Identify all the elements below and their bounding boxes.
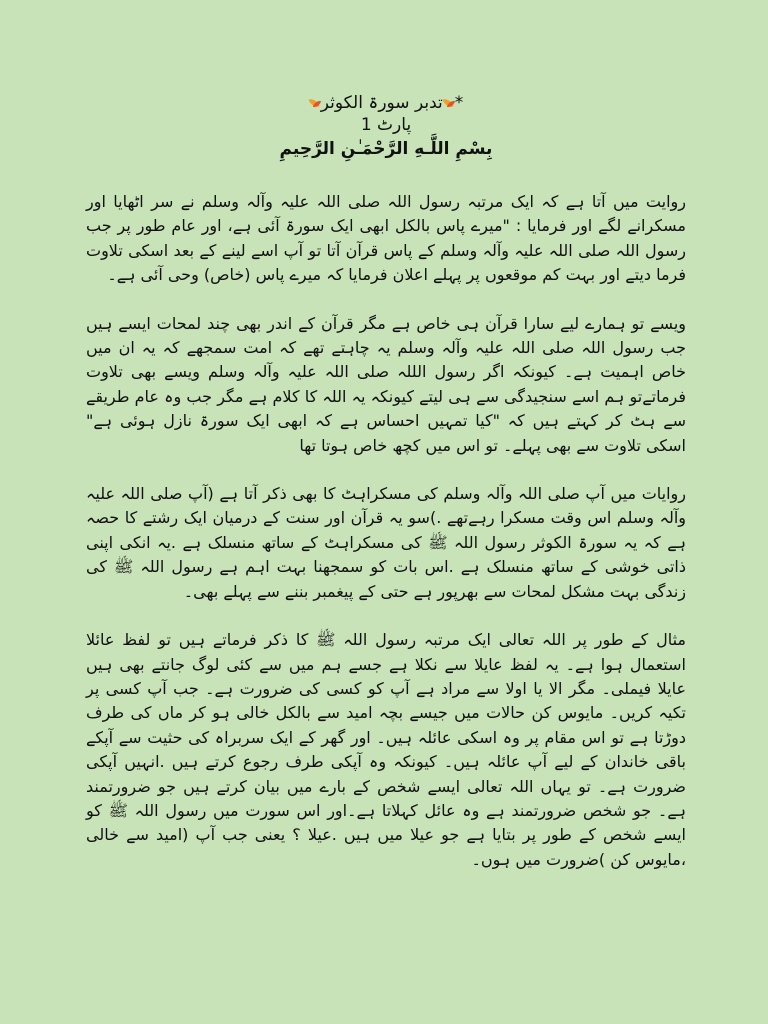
leaf-icon bbox=[309, 97, 321, 109]
bismillah: بِسْمِ اللَّـهِ الرَّحْمَـٰنِ الرَّحِيمِ bbox=[279, 139, 493, 159]
document-title: تدبر سورۃ الکوثر bbox=[320, 93, 443, 113]
paragraph: ویسے تو ہمارے لیے سارا قرآن ہی خاص ہے مگر قرآن کے اندر بھی چند لمحات ایسے ہیں جب رسول اللہ صلی اللہ علیہ وآلہ وسلم یہ چاہتے تھے کہ امت سمجھے کہ یہ ان میں خاص اہمیت ہے۔ کیونکہ اگر رسول الللہ صلی اللہ علیہ وآلہ وسلم ویسے بھی تلاوت فرماتےتو ہم اسے سنجیدگی سے ہی لیتے کیونکہ یہ اللہ کا کلام ہے مگر جب وہ عام طریقے سے ہٹ کر کہتے ہیں کہ "کیا تمہیں احساس ہے کہ ابھی ایک سورۃ نازل ہوئی ہے" اسکی تلاوت سے بھی پہلے۔ تو اس میں کچھ خاص ہوتا تھا bbox=[86, 313, 686, 455]
paragraph: مثال کے طور پر اللہ تعالی ایک مرتبہ رسول اللہ ﷺ کا ذکر فرماتے ہیں تو لفظ عائلا استعمال ہوا ہے۔ یہ لفظ عایلا سے نکلا ہے جسے ہم میں سے کئی لوگ جانتے بھی ہیں عایلا فیملی۔ مگر الا یا اولا سے مراد ہے آپ کو کسی کی ضرورت ہے۔ جب آپ کسی پر تکیہ کریں۔ مایوس کن حالات میں جیسے بچہ امید سے بالکل خالی ہو کر ماں کی طرف دوڑتا ہے تو اس مقام پر وہ اسکی عائلہ ہیں۔ اور گھر کے ایک سربراہ کی حثیت سے آپکے باقی خاندان کے لیے آپ عائلہ ہیں۔ کیونکہ وہ آپکی طرف رجوع کرتے ہیں .انہیں آپکی ضرورت ہے۔ تو یہاں اللہ تعالی ایسے شخص کے بارے میں بیان کرتے ہیں جو ضرورتمند ہے۔ جو شخص ضرورتمند ہے وہ عائل کہلاتا ہے۔اور اس سورت میں رسول اللہ ﷺ کو ایسے شخص کے طور پر بتایا ہے جو عیلا میں ہیں .عیلا ؟ یعنی جب آپ (امید سے خالی ،مایوس کن )ضرورت میں ہوں۔ bbox=[86, 630, 686, 869]
part-label: پارٹ 1 bbox=[360, 115, 412, 135]
paragraph: روایت میں آتا ہے کہ ایک مرتبہ رسول اللہ صلی اللہ علیہ وآلہ وسلم نے سر اٹھایا اور مسکرانے لگے اور فرمایا : "میرے پاس بالکل ابھی ایک سورۃ آئی ہے، اور عام طور پر جب رسول اللہ صلی اللہ علیہ وآلہ وسلم کے پاس قرآن آتا تو آپ اسے لینے کے بعد اسکی تلاوت فرما دیتے اور بہت کم موقعوں پر پہلے اعلان فرمایا کہ میرے پاس (خاص) وحی آئی ہے۔ bbox=[86, 192, 686, 285]
title-star: * bbox=[454, 93, 464, 113]
leaf-icon bbox=[443, 97, 455, 109]
document-header bbox=[86, 92, 686, 162]
title-line bbox=[86, 92, 686, 114]
document-page bbox=[86, 92, 686, 896]
paragraph: روایات میں آپ صلی اللہ وآلہ وسلم کی مسکراہٹ کا بھی ذکر آتا ہے (آپ صلی اللہ علیہ وآلہ وسلم اس وقت مسکرا رہےتھے .)سو یہ قرآن اور سنت کے درمیان ایک رشتے کا حصہ ہے کہ یہ سورۃ الکوثر رسول اللہ ﷺ کی مسکراہٹ کے ساتھ منسلک ہے .یہ انکی اپنی ذاتی خوشی کے ساتھ منسلک ہے .اس بات کو سمجھنا بہت اہم ہے رسول اللہ ﷺ کی زندگی بہت مشکل لمحات سے بھرپور ہے حتی کے پیغمبر بننے سے پہلے بھی۔ bbox=[86, 484, 686, 601]
